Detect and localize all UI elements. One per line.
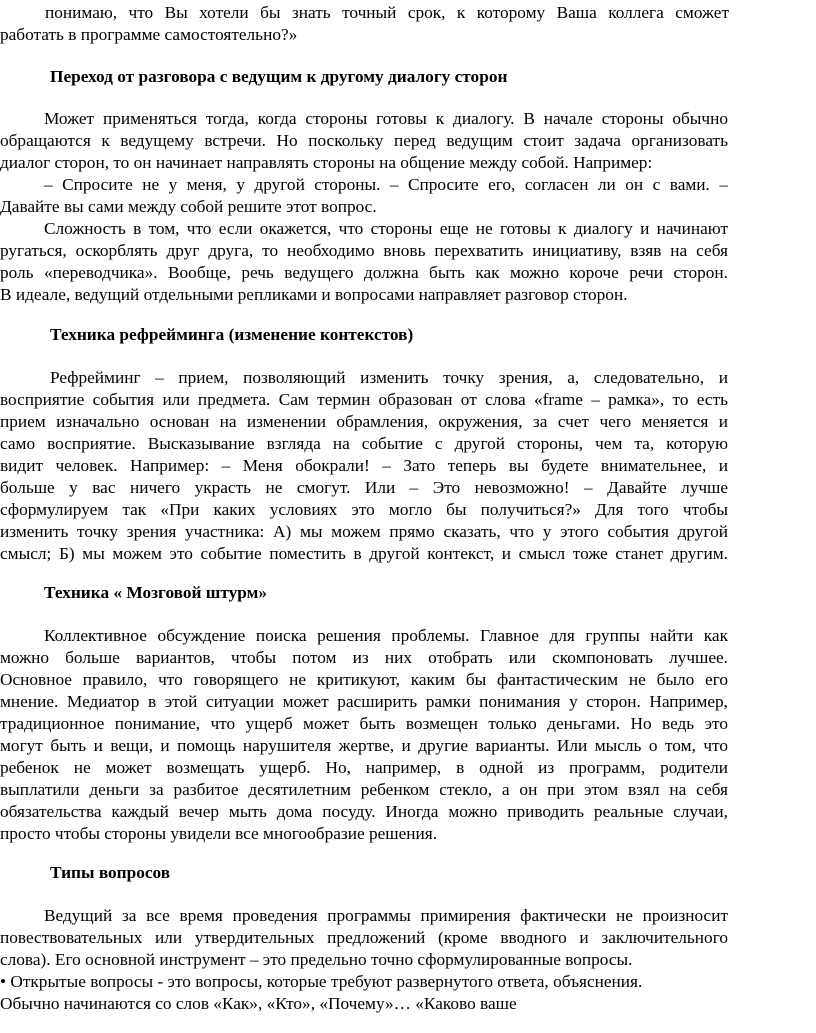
- section-4-line-4: • Открытые вопросы - это вопросы, которые требуют развернутого ответа, объяснения.: [0, 972, 643, 991]
- intro-line-1: понимаю, что Вы хотели бы знать точный срок, к которому Ваша коллега сможет: [45, 3, 729, 22]
- section-2-line-2: восприятие события или предмета. Сам термин образован от слова «frame – рамка», то есть: [0, 390, 728, 409]
- section-4-line-1: Ведущий за все время проведения программы примирения фактически не произносит: [44, 906, 728, 925]
- section-2-line-6: больше у вас ничего украсть не смогут. Или – Это невозможно! – Давайте лучше: [0, 478, 728, 497]
- section-1-heading: Переход от разговора с ведущим к другому диалогу сторон: [50, 67, 508, 86]
- section-3-line-2: можно больше вариантов, чтобы потом из них отобрать или скомпоновать лучшее.: [0, 648, 728, 667]
- section-3-line-7: ребенок не может возмещать ущерб. Но, например, в одной из программ, родители: [0, 758, 728, 777]
- section-3-line-4: мнение. Медиатор в этой ситуации может расширить рамки понимания у сторон. Например,: [0, 692, 728, 711]
- section-2-heading: Техника рефрейминга (изменение контекстов): [50, 325, 414, 344]
- section-3-line-3: Основное правило, что говорящего не критикуют, каким бы фантастическим не было его: [0, 670, 728, 689]
- section-3-line-5: традиционное понимание, что ущерб может быть возмещен только деньгами. Но ведь это: [0, 714, 728, 733]
- section-4-heading: Типы вопросов: [50, 863, 171, 882]
- section-3-line-9: обязательства каждый вечер мыть дома посуду. Иногда можно приводить реальные случаи,: [0, 802, 728, 821]
- section-1-line-3: диалог сторон, то он начинает направлять стороны на общение между собой. Например:: [0, 153, 653, 172]
- section-3-heading: Техника « Мозговой штурм»: [44, 583, 268, 602]
- section-2-line-1: Рефрейминг – прием, позволяющий изменить точку зрения, а, следовательно, и: [50, 368, 728, 387]
- section-4-line-3: слова). Его основной инструмент – это предельно точно сформулированные вопросы.: [0, 950, 633, 969]
- section-4-line-2: повествовательных или утвердительных предложений (кроме вводного и заключительного: [0, 928, 728, 947]
- section-1-line-8: роль «переводчика». Вообще, речь ведущего должна быть как можно короче речи сторон.: [0, 263, 728, 282]
- section-1-line-1: Может применяться тогда, когда стороны готовы к диалогу. В начале стороны обычно: [44, 109, 728, 128]
- section-1-line-6: Сложность в том, что если окажется, что стороны еще не готовы к диалогу и начинают: [44, 219, 728, 238]
- section-3-line-10: просто чтобы стороны увидели все многообразие решения.: [0, 824, 438, 843]
- section-2-line-4: само восприятие. Высказывание взгляда на событие с другой стороны, чем та, которую: [0, 434, 728, 453]
- section-3-line-8: выплатили деньги за разбитое десятилетним ребенком стекло, а он при этом взял на себя: [0, 780, 728, 799]
- section-2-line-5: видит человек. Например: – Меня обокрали! – Зато теперь вы будете внимательнее, и: [0, 456, 728, 475]
- section-1-line-7: ругаться, оскорблять друг друга, то необходимо вновь перехватить инициативу, взяв на себя: [0, 241, 728, 260]
- section-2-line-3: прием изначально основан на изменении обрамления, окружения, за счет чего меняется и: [0, 412, 728, 431]
- intro-line-2: работать в программе самостоятельно?»: [0, 25, 298, 44]
- section-1-line-5: Давайте вы сами между собой решите этот вопрос.: [0, 197, 377, 216]
- section-1-line-2: обращаются к ведущему встречи. Но поскольку перед ведущим стоит задача организовать: [0, 131, 728, 150]
- section-1-line-4: – Спросите не у меня, у другой стороны. – Спросите его, согласен ли он с вами. –: [44, 175, 728, 194]
- section-4-line-5: Обычно начинаются со слов «Как», «Кто», «Почему»… «Каково ваше: [0, 994, 517, 1013]
- section-2-line-8: изменить точку зрения участника: А) мы можем прямо сказать, что у этого события другой: [0, 522, 728, 541]
- section-3-line-1: Коллективное обсуждение поиска решения проблемы. Главное для группы найти как: [44, 626, 728, 645]
- section-2-line-9: смысл; Б) мы можем это событие поместить в другой контекст, и смысл тоже станет другим.: [0, 544, 728, 563]
- section-1-line-9: В идеале, ведущий отдельными репликами и вопросами направляет разговор сторон.: [0, 285, 628, 304]
- section-3-line-6: могут быть и вещи, и помощь нарушителя жертве, и другие варианты. Или мысль о том, что: [0, 736, 728, 755]
- section-2-line-7: сформулируем так «При каких условиях это могло бы получиться?» Для того чтобы: [0, 500, 728, 519]
